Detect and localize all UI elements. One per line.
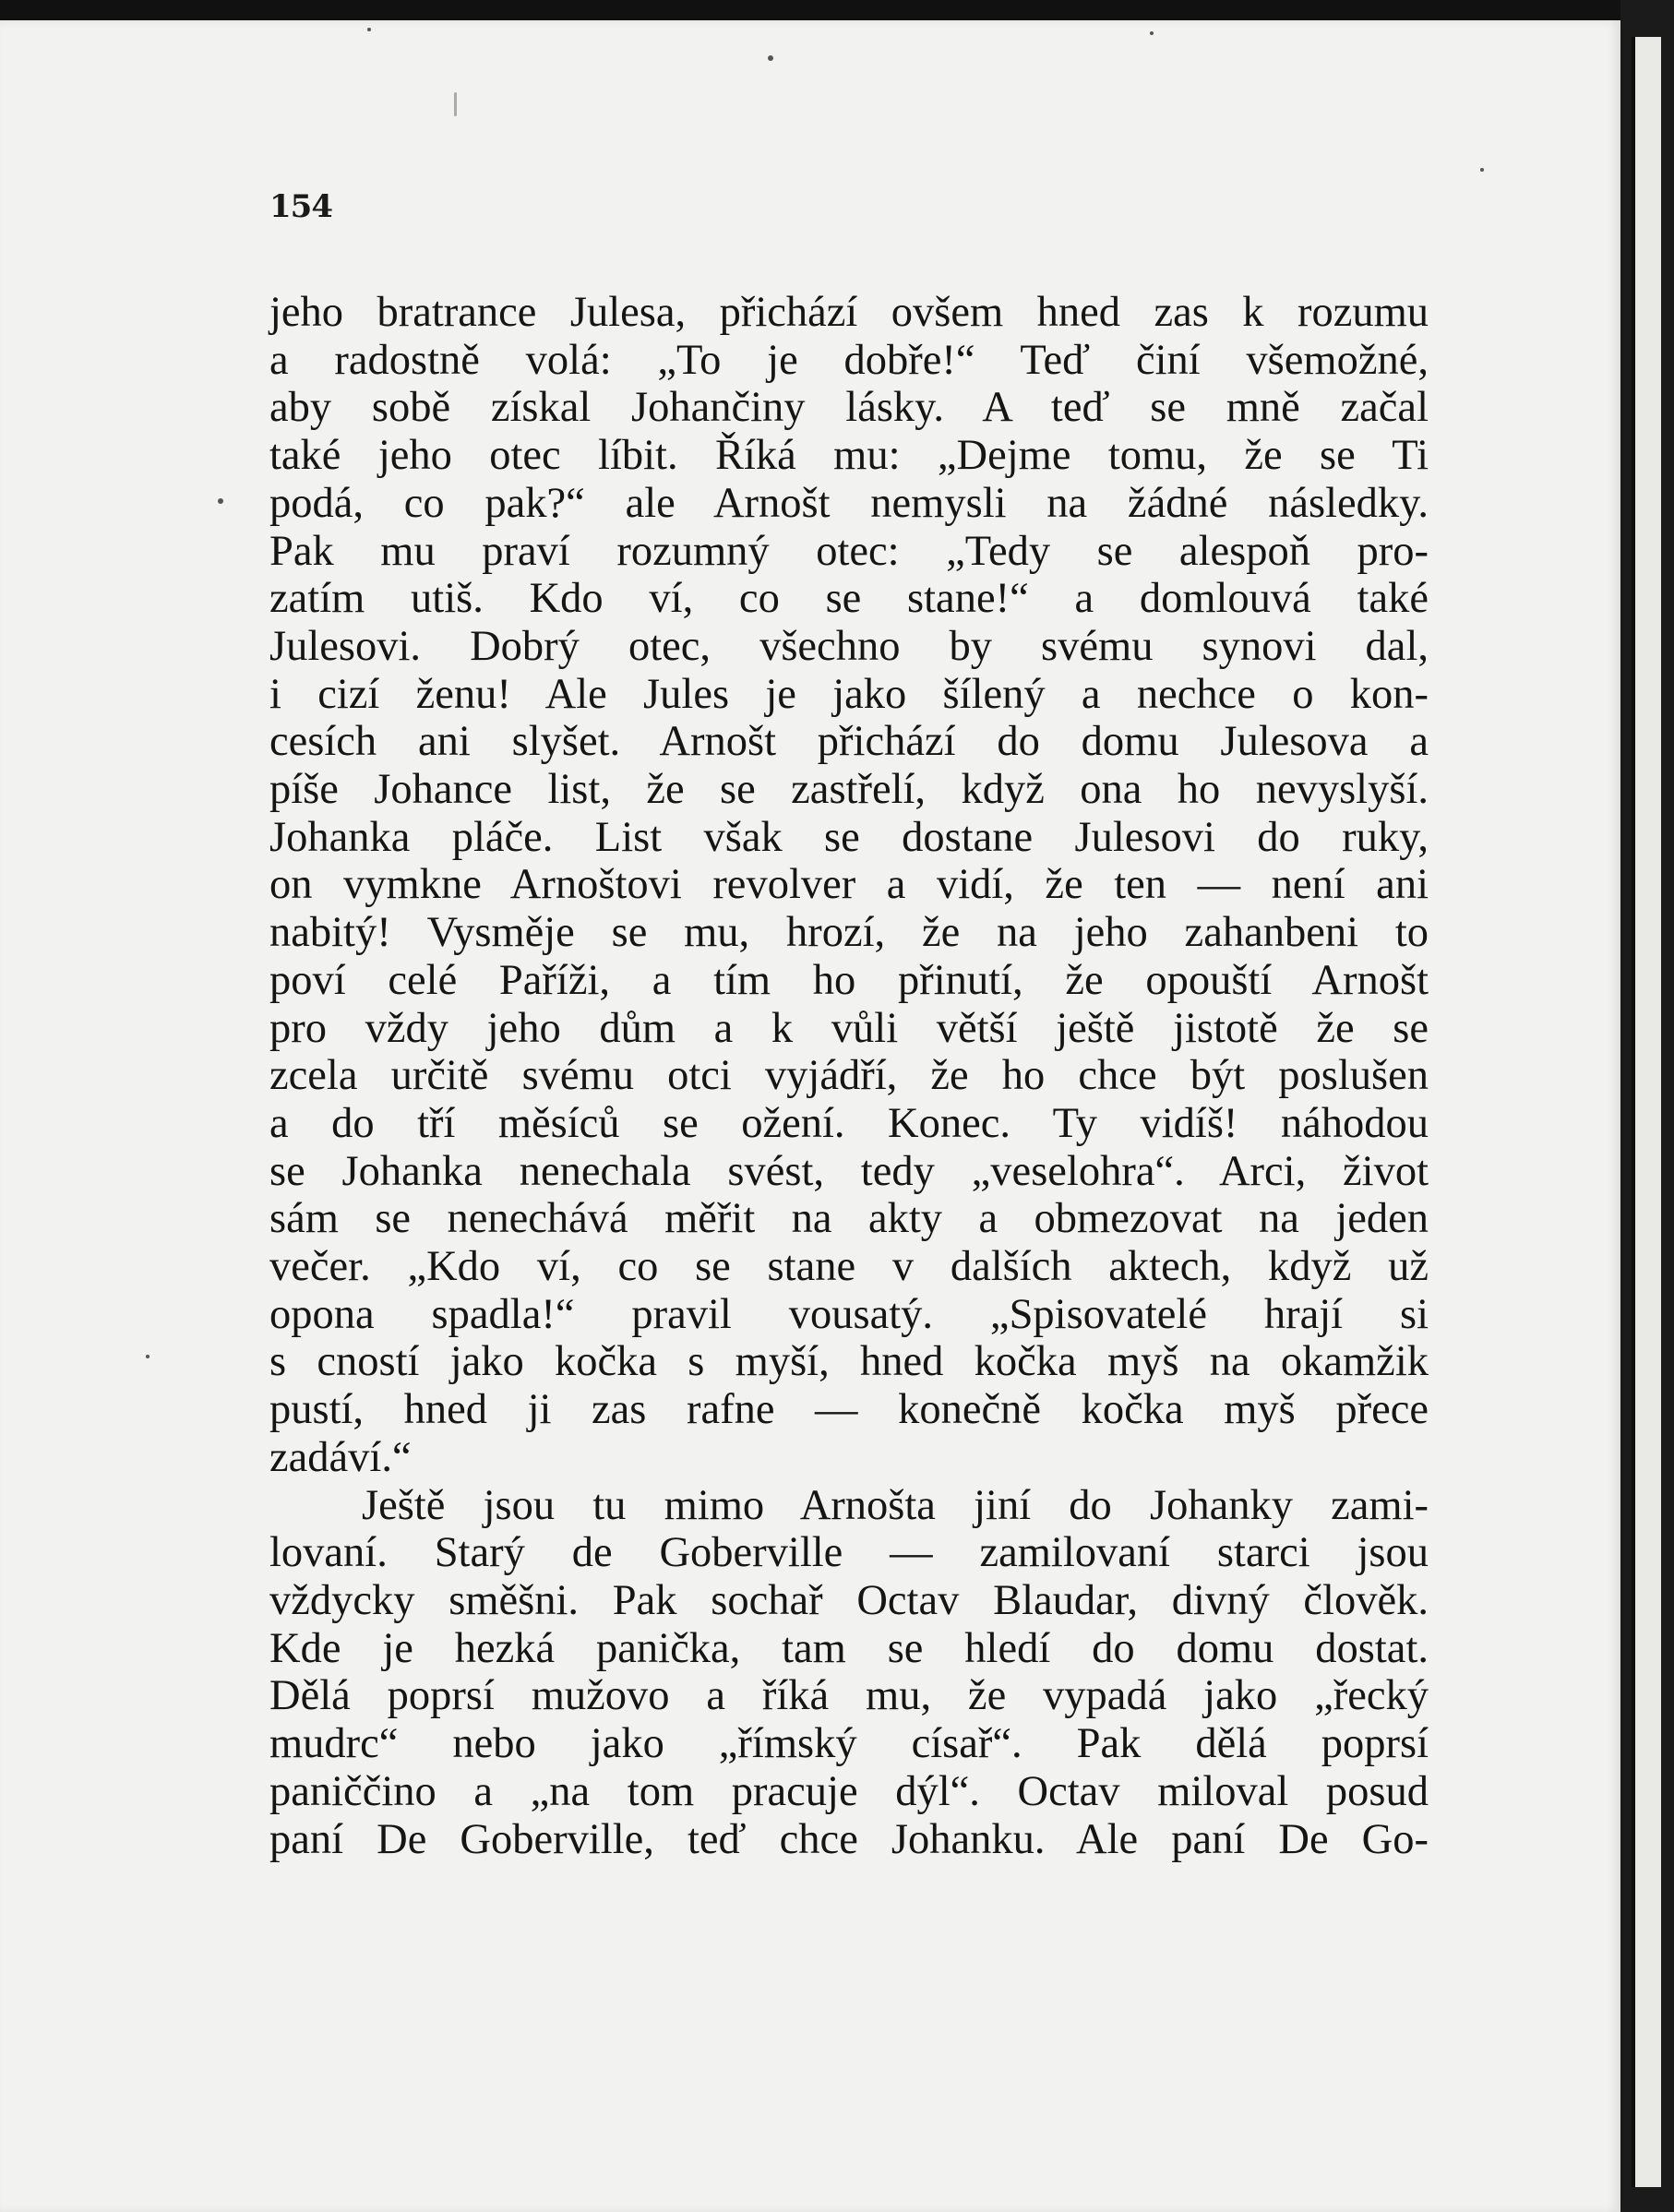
text-line: Ještě jsou tu mimo Arnošta jiní do Johanky zami- [362,1481,1429,1529]
text-line: sám se nenechává měřit na akty a obmezovat na jeden [269,1195,1429,1243]
dust-speck [367,28,371,31]
body-text [269,289,1429,1863]
text-line: i cizí ženu! Ale Jules je jako šílený a nechce o kon- [269,670,1429,718]
text-line: Kde je hezká panička, tam se hledí do domu dostat. [269,1624,1429,1672]
text-line: podá, co pak?“ ale Arnošt nemysli na žádné následky. [269,479,1429,527]
text-line: a radostně volá: „To je dobře!“ Teď činí všemožné, [269,336,1429,384]
text-line: píše Johance list, že se zastřelí, když ona ho nevyslyší. [269,766,1429,814]
text-line: aby sobě získal Johančiny lásky. A teď se mně začal [269,384,1429,432]
text-line: lovaní. Starý de Goberville — zamilovaní starci jsou [269,1529,1429,1577]
text-line: se Johanka nenechala svést, tedy „veselohra“. Arci, život [269,1147,1429,1195]
text-line: nabitý! Vysměje se mu, hrozí, že na jeho zahanbeni to [269,909,1429,957]
text-line: cesích ani slyšet. Arnošt přichází do domu Julesova a [269,718,1429,766]
text-line: zadáví.“ [269,1433,412,1481]
dust-speck [768,55,773,61]
scan-top-border [0,0,1674,20]
text-line: Dělá poprsí mužovo a říká mu, že vypadá jako „řecký [269,1672,1429,1720]
text-line: a do tří měsíců se ožení. Konec. Ty vidíš! náhodou [269,1099,1429,1147]
text-line: Johanka pláče. List však se dostane Julesovi do ruky, [269,813,1429,861]
dust-speck [218,498,223,504]
text-line: také jeho otec líbit. Říká mu: „Dejme tomu, že se Ti [269,432,1429,480]
text-line: vždycky směšni. Pak sochař Octav Blaudar, divný člověk. [269,1576,1429,1624]
text-line: zatím utiš. Kdo ví, co se stane!“ a domlouvá také [269,575,1429,623]
text-line: opona spadla!“ pravil vousatý. „Spisovatelé hrají si [269,1290,1429,1338]
text-line: paniččino a „na tom pracuje dýl“. Octav miloval posud [269,1767,1429,1815]
text-line: pustí, hned ji zas rafne — konečně kočka myš přece [269,1386,1429,1434]
dust-speck [1480,168,1484,172]
text-line: poví celé Paříži, a tím ho přinutí, že opouští Arnošt [269,956,1429,1004]
text-line: s cností jako kočka s myší, hned kočka myš na okamžik [269,1338,1429,1386]
text-line: pro vždy jeho dům a k vůli větší ještě jistotě že se [269,1004,1429,1052]
text-line: paní De Goberville, teď chce Johanku. Ale paní De Go- [269,1815,1429,1863]
text-line: jeho bratrance Julesa, přichází ovšem hned zas k rozumu [269,289,1429,336]
text-line: večer. „Kdo ví, co se stane v dalších aktech, když už [269,1243,1429,1291]
dust-speck [146,1355,149,1358]
text-line: Pak mu praví rozumný otec: „Tedy se alespoň pro- [269,527,1429,575]
text-line: on vymkne Arnoštovi revolver a vidí, že ten — není ani [269,861,1429,909]
text-line: zcela určitě svému otci vyjádří, že ho chce být poslušen [269,1052,1429,1100]
dust-speck [454,92,457,116]
text-line: mudrc“ nebo jako „římský císař“. Pak dělá poprsí [269,1720,1429,1768]
adjacent-page-edge [1632,37,1661,2187]
page-number: 154 [269,188,332,225]
text-line: Julesovi. Dobrý otec, všechno by svému synovi dal, [269,622,1429,670]
dust-speck [1150,31,1154,35]
